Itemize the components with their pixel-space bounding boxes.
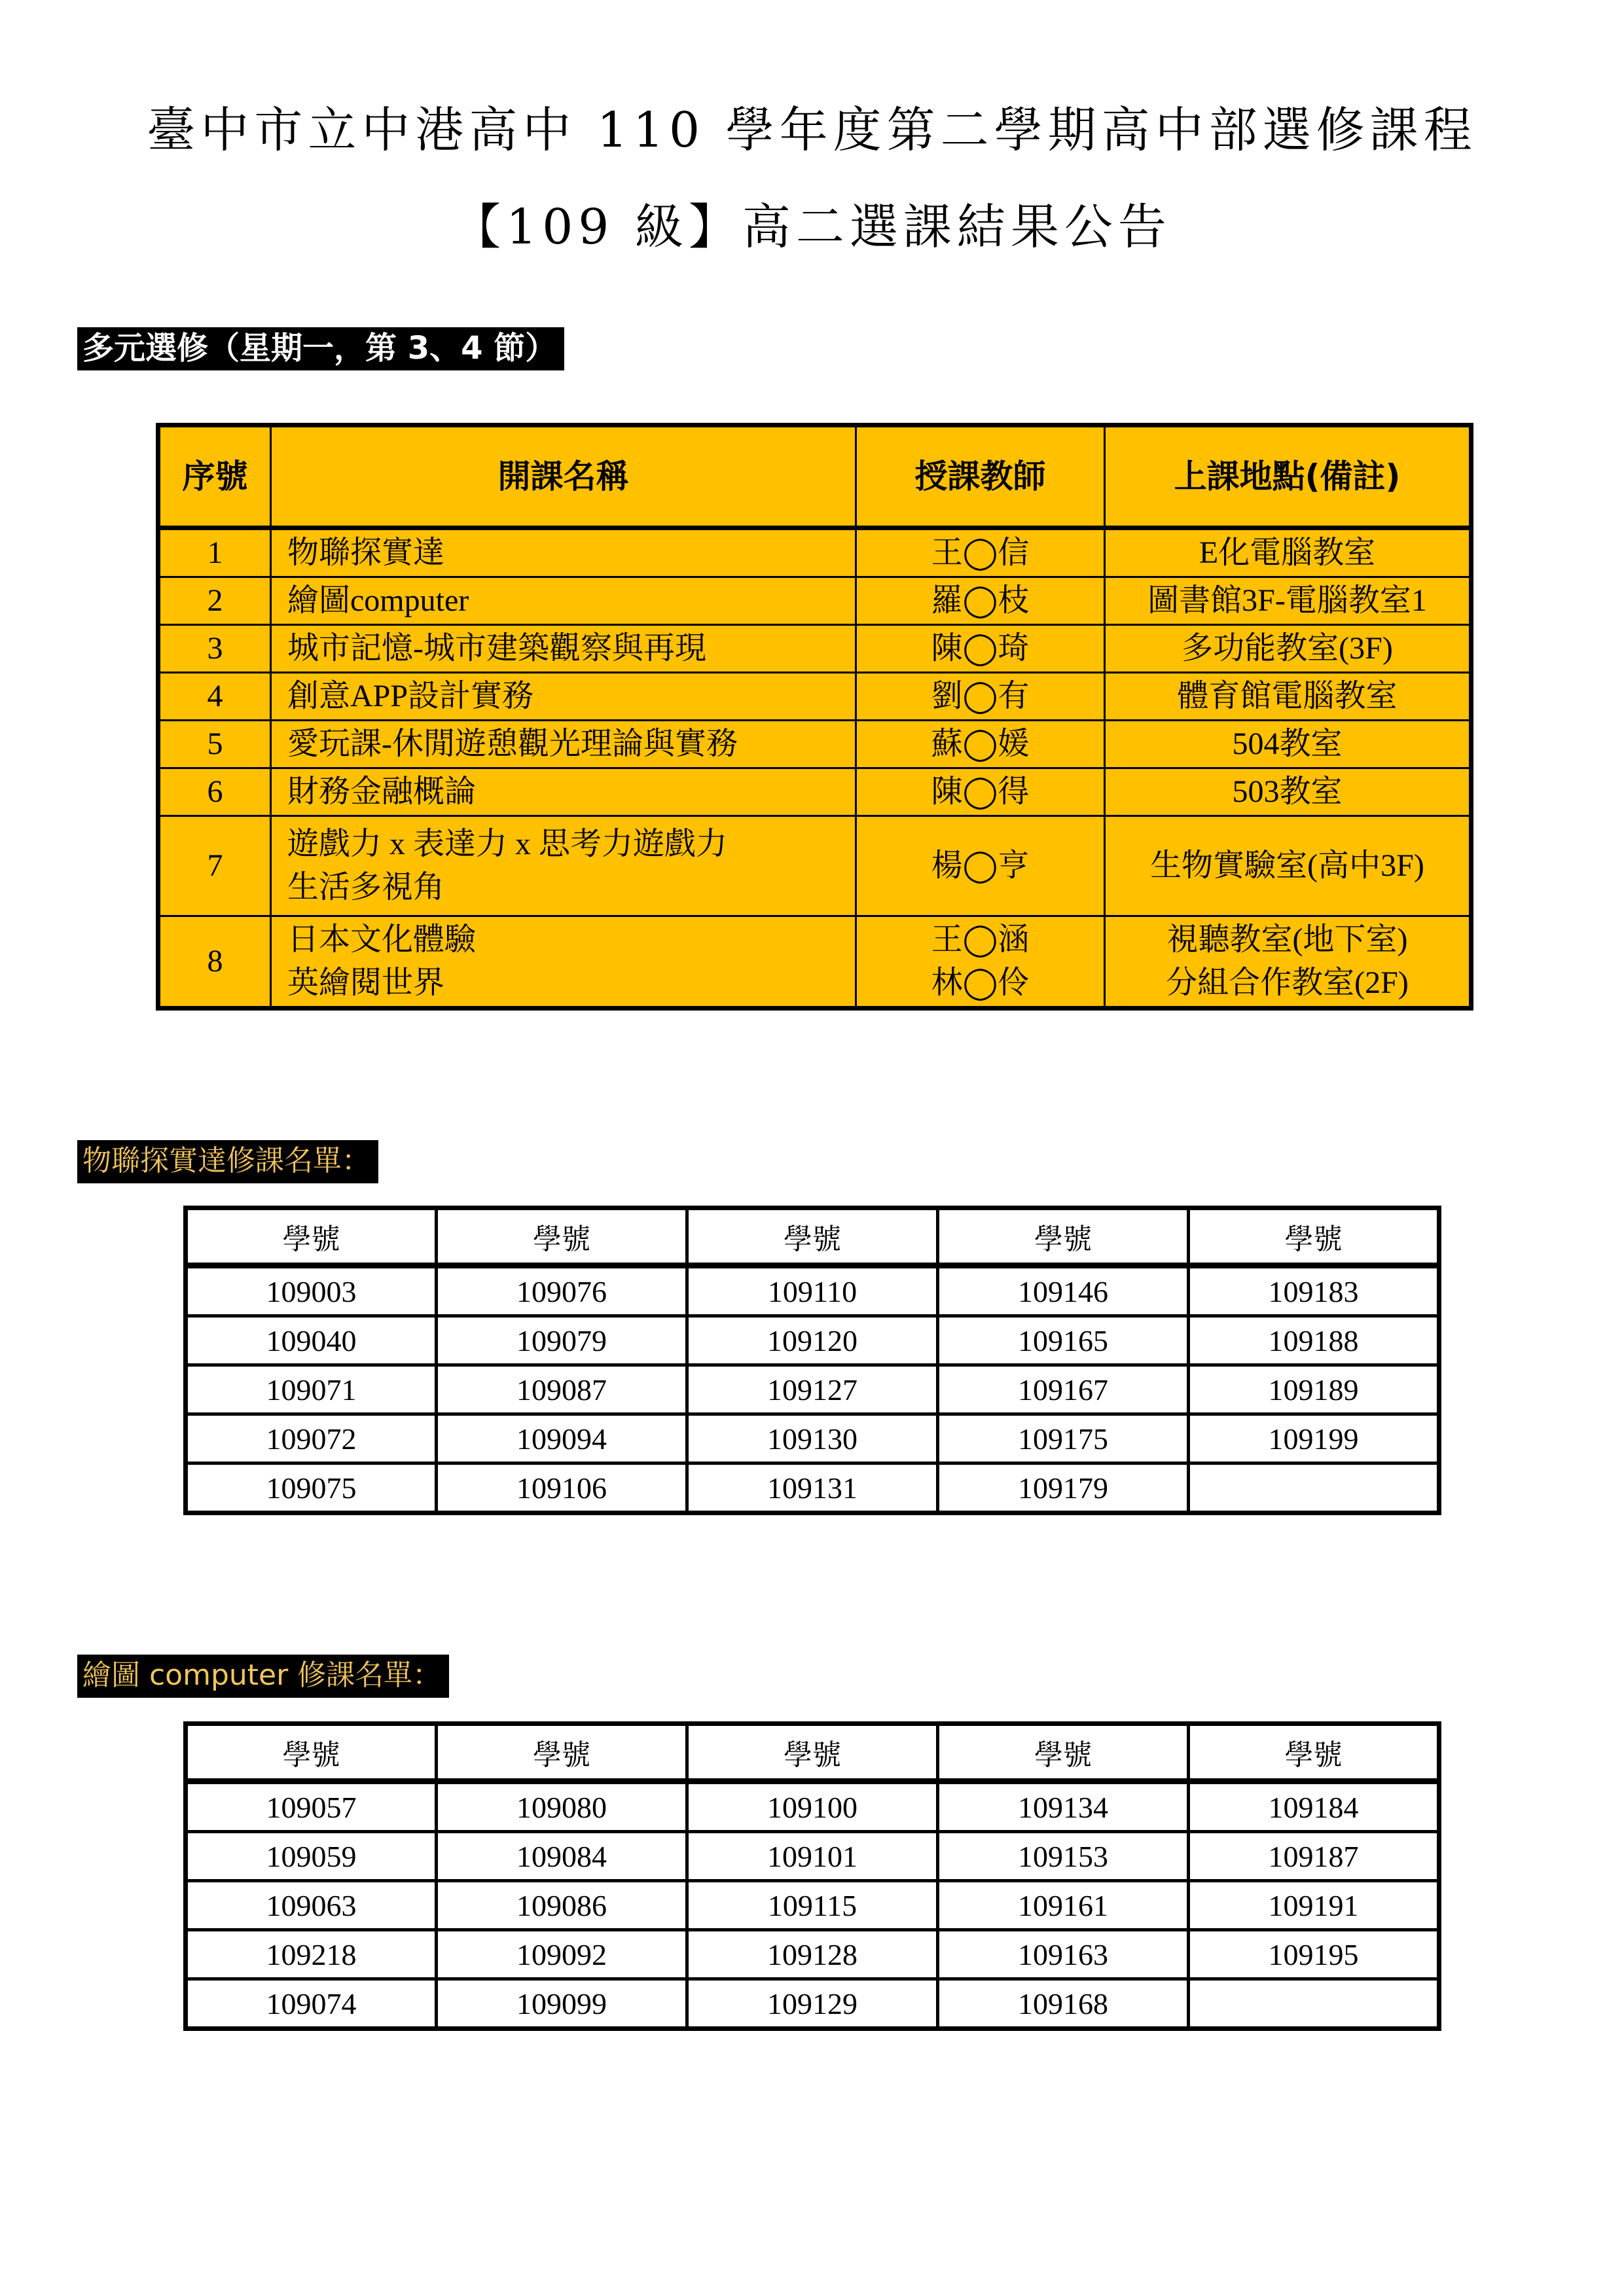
course-no-line: 6 bbox=[207, 774, 223, 809]
course-name-line: 愛玩課-休閒遊憩觀光理論與實務 bbox=[287, 726, 738, 761]
page-title: 臺中市立中港高中 110 學年度第二學期高中部選修課程 bbox=[147, 102, 1477, 158]
table-row bbox=[186, 1414, 1439, 1463]
course-location-line: 503教室 bbox=[1232, 774, 1343, 809]
course-no bbox=[158, 673, 271, 721]
table-row bbox=[186, 1266, 1439, 1316]
course-no-line: 5 bbox=[207, 726, 223, 761]
table-row bbox=[186, 1782, 1439, 1832]
course-name-line: 創意APP設計實務 bbox=[287, 679, 534, 713]
course-location bbox=[1105, 721, 1471, 768]
course-location bbox=[1105, 577, 1471, 625]
course-name-line: 財務金融概論 bbox=[287, 774, 477, 809]
student-id-cell: 109106 bbox=[437, 1463, 687, 1513]
enrollment-table bbox=[183, 1721, 1441, 2031]
course-row bbox=[158, 916, 1471, 1009]
course-no bbox=[158, 816, 271, 916]
course-location-line: 圖書館3F-電腦教室1 bbox=[1147, 583, 1427, 618]
student-id-cell: 109153 bbox=[938, 1832, 1189, 1881]
student-id-cell: 109075 bbox=[186, 1463, 437, 1513]
student-id-cell bbox=[1189, 1979, 1439, 2029]
course-name-line: 生活多視角 bbox=[287, 870, 445, 905]
student-id-cell: 109110 bbox=[687, 1266, 938, 1316]
student-id-cell: 109099 bbox=[437, 1979, 687, 2029]
student-id-cell: 109094 bbox=[437, 1414, 687, 1463]
course-location-line: 多功能教室(3F) bbox=[1182, 631, 1393, 666]
course-teacher-line: 王◯信 bbox=[931, 535, 1030, 570]
student-id-cell: 109187 bbox=[1189, 1832, 1439, 1881]
student-id-cell: 109076 bbox=[437, 1266, 687, 1316]
course-name-line: 繪圖computer bbox=[287, 583, 469, 618]
enrollment-header-row bbox=[186, 1208, 1439, 1266]
student-id-cell: 109129 bbox=[687, 1979, 938, 2029]
course-table bbox=[156, 423, 1473, 1011]
table-row bbox=[186, 1365, 1439, 1414]
student-id-cell: 109063 bbox=[186, 1881, 437, 1930]
course-name bbox=[271, 577, 856, 625]
student-id-cell: 109199 bbox=[1189, 1414, 1439, 1463]
course-name-line: 日本文化體驗 bbox=[287, 922, 477, 957]
course-teacher bbox=[856, 721, 1105, 768]
student-id-cell: 109191 bbox=[1189, 1881, 1439, 1930]
column-header-student-id: 學號 bbox=[437, 1724, 687, 1782]
student-id-cell: 109161 bbox=[938, 1881, 1189, 1930]
course-location-line: 生物實驗室(高中3F) bbox=[1150, 848, 1424, 883]
course-teacher-line: 林◯伶 bbox=[931, 965, 1030, 1000]
course-teacher-line: 楊◯亨 bbox=[931, 848, 1030, 883]
course-name-line: 英繪閱世界 bbox=[287, 965, 445, 1000]
student-id-cell: 109003 bbox=[186, 1266, 437, 1316]
course-location-line: 分組合作教室(2F) bbox=[1166, 965, 1409, 1000]
student-id-cell: 109183 bbox=[1189, 1266, 1439, 1316]
course-teacher-line: 蘇◯媛 bbox=[931, 726, 1030, 761]
course-name bbox=[271, 721, 856, 768]
course-row bbox=[158, 816, 1471, 916]
course-name bbox=[271, 768, 856, 816]
course-name-line: 遊戲力 x 表達力 x 思考力遊戲力 bbox=[287, 827, 728, 861]
course-name bbox=[271, 916, 856, 1009]
course-teacher bbox=[856, 528, 1105, 577]
course-teacher bbox=[856, 816, 1105, 916]
student-id-cell: 109040 bbox=[186, 1316, 437, 1365]
course-teacher bbox=[856, 577, 1105, 625]
course-teacher bbox=[856, 673, 1105, 721]
course-row bbox=[158, 768, 1471, 816]
student-id-cell: 109127 bbox=[687, 1365, 938, 1414]
course-name-line: 城市記憶-城市建築觀察與再現 bbox=[287, 631, 706, 666]
course-teacher bbox=[856, 625, 1105, 673]
course-location bbox=[1105, 816, 1471, 916]
student-id-cell: 109168 bbox=[938, 1979, 1189, 2029]
enrollment-list-heading: 繪圖 computer 修課名單： bbox=[77, 1655, 449, 1698]
section-heading: 多元選修（星期一，第 3、4 節） bbox=[77, 327, 564, 370]
student-id-cell: 109195 bbox=[1189, 1930, 1439, 1979]
page-subtitle: 【109 級】高二選課結果公告 bbox=[452, 199, 1172, 255]
course-teacher bbox=[856, 768, 1105, 816]
column-header-student-id: 學號 bbox=[186, 1724, 437, 1782]
student-id-cell: 109101 bbox=[687, 1832, 938, 1881]
course-no-line: 2 bbox=[207, 583, 223, 618]
course-no-line: 8 bbox=[207, 944, 223, 978]
student-id-cell: 109086 bbox=[437, 1881, 687, 1930]
table-row bbox=[186, 1832, 1439, 1881]
column-header-teacher: 授課教師 bbox=[856, 425, 1105, 528]
student-id-cell: 109167 bbox=[938, 1365, 1189, 1414]
table-row bbox=[186, 1881, 1439, 1930]
table-row bbox=[186, 1930, 1439, 1979]
table-row bbox=[186, 1463, 1439, 1513]
column-header-course-name: 開課名稱 bbox=[271, 425, 856, 528]
enrollment-header-row bbox=[186, 1724, 1439, 1782]
course-teacher-line: 陳◯得 bbox=[931, 774, 1030, 809]
course-location bbox=[1105, 625, 1471, 673]
course-name-line: 物聯探實達 bbox=[287, 535, 445, 570]
course-teacher-line: 陳◯琦 bbox=[931, 631, 1030, 666]
student-id-cell: 109072 bbox=[186, 1414, 437, 1463]
student-id-cell: 109165 bbox=[938, 1316, 1189, 1365]
course-table-header-row bbox=[158, 425, 1471, 528]
course-location bbox=[1105, 916, 1471, 1009]
student-id-cell: 109092 bbox=[437, 1930, 687, 1979]
column-header-student-id: 學號 bbox=[687, 1208, 938, 1266]
student-id-cell: 109115 bbox=[687, 1881, 938, 1930]
student-id-cell: 109074 bbox=[186, 1979, 437, 2029]
student-id-cell: 109188 bbox=[1189, 1316, 1439, 1365]
course-no-line: 3 bbox=[207, 631, 223, 666]
course-row bbox=[158, 625, 1471, 673]
student-id-cell: 109179 bbox=[938, 1463, 1189, 1513]
course-teacher-line: 羅◯枝 bbox=[931, 583, 1030, 618]
course-row bbox=[158, 673, 1471, 721]
course-no-line: 4 bbox=[207, 679, 223, 713]
enrollment-list-heading: 物聯探實達修課名單： bbox=[77, 1140, 378, 1183]
student-id-cell: 109071 bbox=[186, 1365, 437, 1414]
course-teacher-line: 劉◯有 bbox=[931, 679, 1030, 713]
student-id-cell: 109189 bbox=[1189, 1365, 1439, 1414]
student-id-cell: 109128 bbox=[687, 1930, 938, 1979]
student-id-cell: 109131 bbox=[687, 1463, 938, 1513]
course-no bbox=[158, 768, 271, 816]
student-id-cell: 109087 bbox=[437, 1365, 687, 1414]
course-no bbox=[158, 577, 271, 625]
course-no bbox=[158, 625, 271, 673]
column-header-student-id: 學號 bbox=[938, 1724, 1189, 1782]
student-id-cell: 109146 bbox=[938, 1266, 1189, 1316]
course-row bbox=[158, 528, 1471, 577]
student-id-cell: 109079 bbox=[437, 1316, 687, 1365]
student-id-cell: 109059 bbox=[186, 1832, 437, 1881]
course-name bbox=[271, 528, 856, 577]
column-header-location: 上課地點(備註) bbox=[1105, 425, 1471, 528]
course-no-line: 7 bbox=[207, 848, 223, 883]
enrollment-table bbox=[183, 1206, 1441, 1515]
course-no bbox=[158, 916, 271, 1009]
student-id-cell: 109120 bbox=[687, 1316, 938, 1365]
course-location-line: 體育館電腦教室 bbox=[1177, 679, 1398, 713]
course-name bbox=[271, 673, 856, 721]
student-id-cell: 109134 bbox=[938, 1782, 1189, 1832]
course-no bbox=[158, 721, 271, 768]
student-id-cell: 109163 bbox=[938, 1930, 1189, 1979]
table-row bbox=[186, 1316, 1439, 1365]
course-teacher bbox=[856, 916, 1105, 1009]
course-no bbox=[158, 528, 271, 577]
student-id-cell: 109084 bbox=[437, 1832, 687, 1881]
student-id-cell: 109080 bbox=[437, 1782, 687, 1832]
course-no-line: 1 bbox=[207, 535, 223, 570]
column-header-student-id: 學號 bbox=[186, 1208, 437, 1266]
student-id-cell: 109175 bbox=[938, 1414, 1189, 1463]
course-location-line: 504教室 bbox=[1232, 726, 1343, 761]
column-header-student-id: 學號 bbox=[1189, 1208, 1439, 1266]
student-id-cell: 109100 bbox=[687, 1782, 938, 1832]
course-location bbox=[1105, 673, 1471, 721]
course-name bbox=[271, 625, 856, 673]
course-name bbox=[271, 816, 856, 916]
column-header-student-id: 學號 bbox=[938, 1208, 1189, 1266]
course-location bbox=[1105, 528, 1471, 577]
course-row bbox=[158, 721, 1471, 768]
student-id-cell bbox=[1189, 1463, 1439, 1513]
column-header-no: 序號 bbox=[158, 425, 271, 528]
course-teacher-line: 王◯涵 bbox=[931, 922, 1030, 957]
student-id-cell: 109218 bbox=[186, 1930, 437, 1979]
student-id-cell: 109130 bbox=[687, 1414, 938, 1463]
column-header-student-id: 學號 bbox=[687, 1724, 938, 1782]
column-header-student-id: 學號 bbox=[437, 1208, 687, 1266]
column-header-student-id: 學號 bbox=[1189, 1724, 1439, 1782]
student-id-cell: 109184 bbox=[1189, 1782, 1439, 1832]
course-location-line: E化電腦教室 bbox=[1199, 535, 1376, 570]
course-row bbox=[158, 577, 1471, 625]
student-id-cell: 109057 bbox=[186, 1782, 437, 1832]
course-location bbox=[1105, 768, 1471, 816]
course-location-line: 視聽教室(地下室) bbox=[1166, 922, 1408, 957]
table-row bbox=[186, 1979, 1439, 2029]
